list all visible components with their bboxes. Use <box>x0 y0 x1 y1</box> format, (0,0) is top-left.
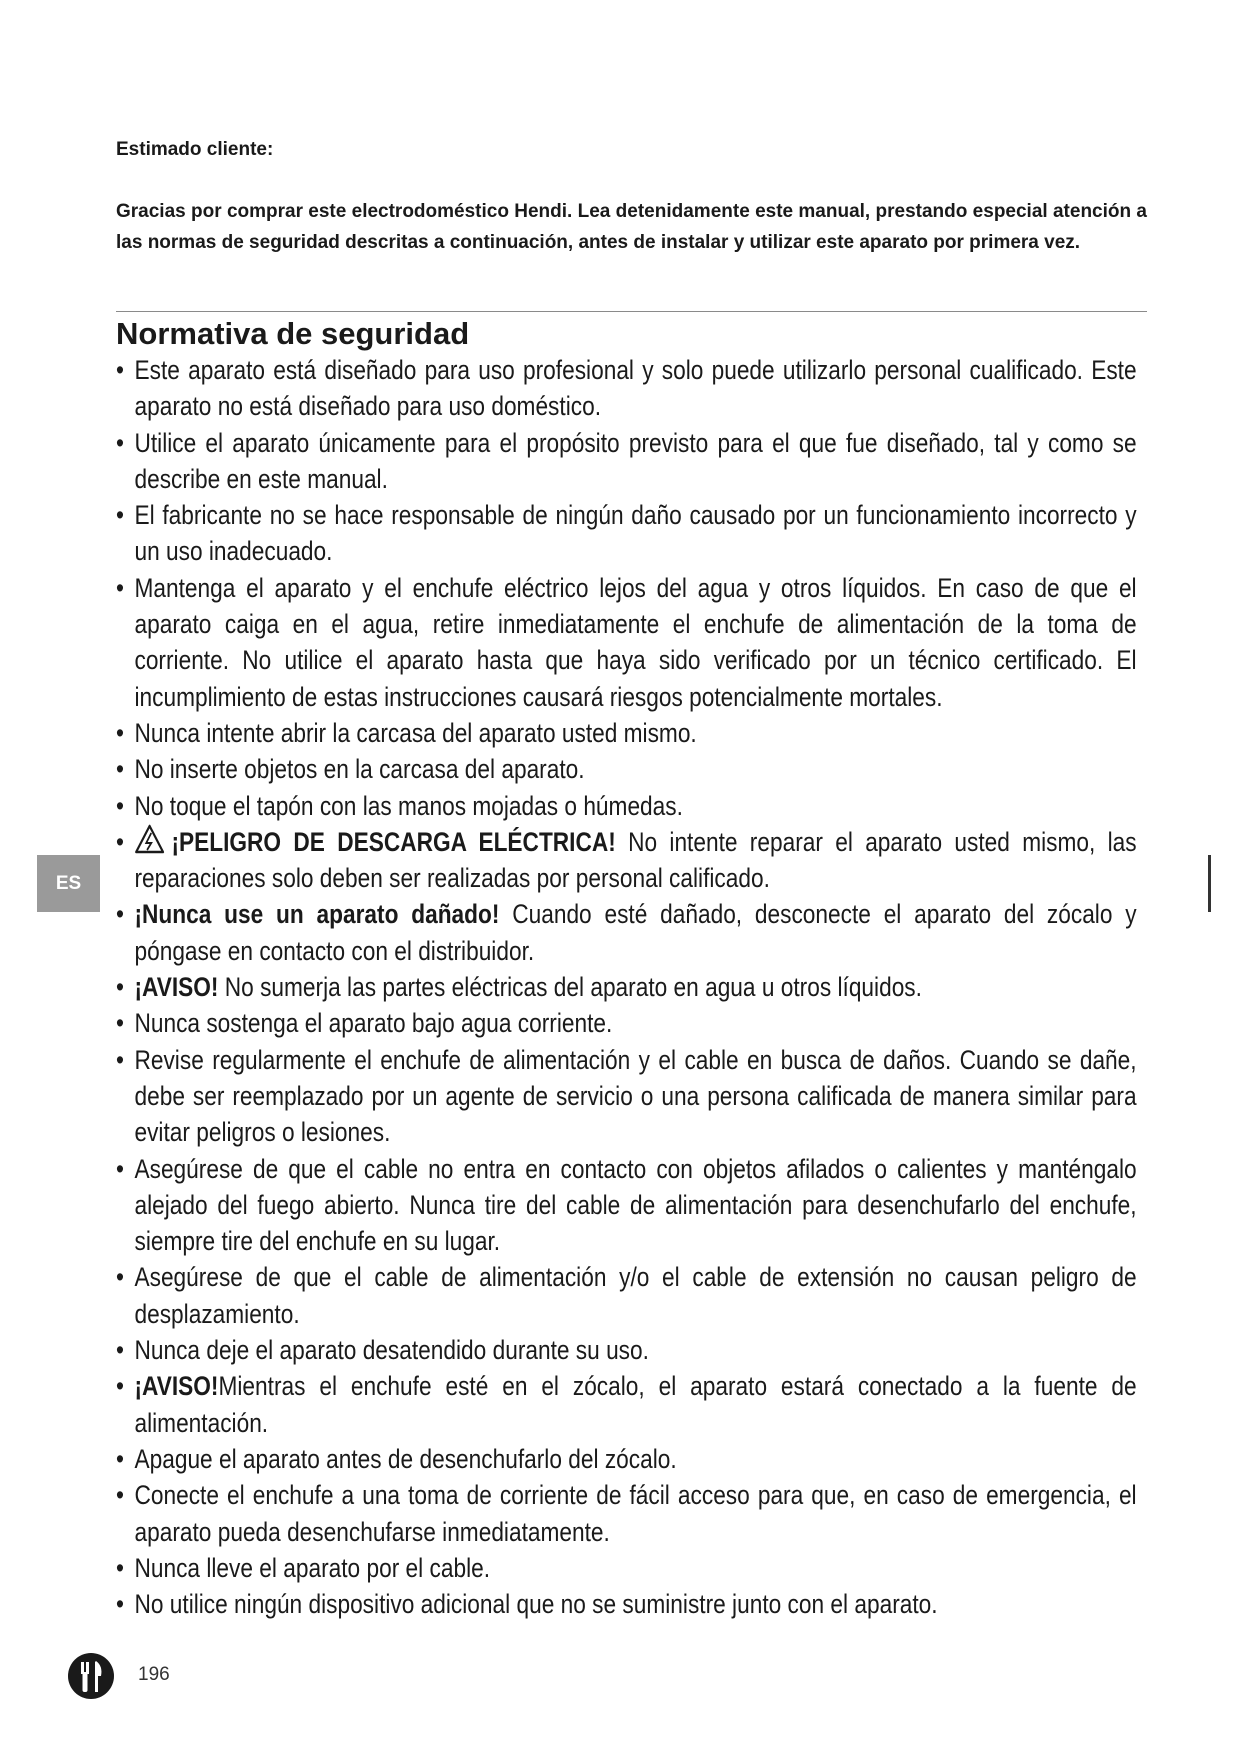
margin-marker <box>1208 855 1211 912</box>
electric-hazard-icon <box>134 824 164 854</box>
list-item: • Conecte el enchufe a una toma de corriente de fácil acceso para que, en caso de emergencia, el aparato pueda desenchufarse inmediatamente. <box>116 1480 1137 1547</box>
list-item: • ¡AVISO! No sumerja las partes eléctricas del aparato en agua u otros líquidos. <box>116 972 922 1003</box>
list-item: • Mantenga el aparato y el enchufe eléctrico lejos del agua y otros líquidos. En caso de que el aparato caiga en el agua, retire inmediatamente el enchufe de alimentación de la toma de corriente. No utilice el aparato hasta que haya sido verificado por un técnico certificado. El incumplimiento de estas instrucciones causará riesgos potencialmente mortales. <box>116 572 1137 712</box>
section-divider <box>116 311 1147 312</box>
greeting: Estimado cliente: <box>116 139 274 160</box>
language-tab: ES <box>37 855 100 912</box>
list-item: • ¡Nunca use un aparato dañado! Cuando esté dañado, desconecte el aparato del zócalo y póngase en contacto con el distribuidor. <box>116 899 1137 966</box>
list-item: • Utilice el aparato únicamente para el propósito previsto para el que fue diseñado, tal y como se describe en este manual. <box>116 427 1137 494</box>
list-item: • Nunca lleve el aparato por el cable. <box>116 1552 491 1583</box>
list-item: • El fabricante no se hace responsable de ningún daño causado por un funcionamiento incorrecto y un uso inadecuado. <box>116 500 1137 567</box>
list-item: • Este aparato está diseñado para uso profesional y solo puede utilizarlo personal cualificado. Este aparato no está diseñado para uso doméstico. <box>116 355 1137 422</box>
safety-rules-list <box>116 352 1156 1622</box>
section-heading: Normativa de seguridad <box>116 316 470 351</box>
list-item: • No utilice ningún dispositivo adicional que no se suministre junto con el aparato. <box>116 1589 938 1620</box>
list-item: • Revise regularmente el enchufe de alimentación y el cable en busca de daños. Cuando se dañe, debe ser reemplazado por un agente de servicio o una persona calificada de manera similar para evitar peligros o lesiones. <box>116 1044 1137 1148</box>
list-item: • Asegúrese de que el cable no entra en contacto con objetos afilados o calientes y manténgalo alejado del fuego abierto. Nunca tire del cable de alimentación para desenchufarlo del enchufe, siempre tire del enchufe en su lugar. <box>116 1153 1137 1257</box>
cutlery-logo-icon <box>67 1652 115 1700</box>
list-item: • ¡PELIGRO DE DESCARGA ELÉCTRICA! No intente reparar el aparato usted mismo, las reparaciones solo deben ser realizadas por personal calificado. <box>116 824 1137 897</box>
list-item: • ¡AVISO!Mientras el enchufe esté en el zócalo, el aparato estará conectado a la fuente de alimentación. <box>116 1371 1137 1438</box>
list-item: • Apague el aparato antes de desenchufarlo del zócalo. <box>116 1443 677 1474</box>
intro-paragraph: Gracias por comprar este electrodoméstico Hendi. Lea detenidamente este manual, prestando especial atención a las normas de seguridad descritas a continuación, antes de instalar y utilizar este aparato por primera vez. <box>116 201 1147 253</box>
page-number: 196 <box>138 1664 170 1685</box>
list-item: • Nunca deje el aparato desatendido durante su uso. <box>116 1335 649 1366</box>
list-item: • No toque el tapón con las manos mojadas o húmedas. <box>116 790 683 821</box>
list-item: • Nunca sostenga el aparato bajo agua corriente. <box>116 1008 613 1039</box>
list-item: • No inserte objetos en la carcasa del aparato. <box>116 754 585 785</box>
list-item: • Nunca intente abrir la carcasa del aparato usted mismo. <box>116 717 697 748</box>
list-item: • Asegúrese de que el cable de alimentación y/o el cable de extensión no causan peligro de desplazamiento. <box>116 1262 1137 1329</box>
